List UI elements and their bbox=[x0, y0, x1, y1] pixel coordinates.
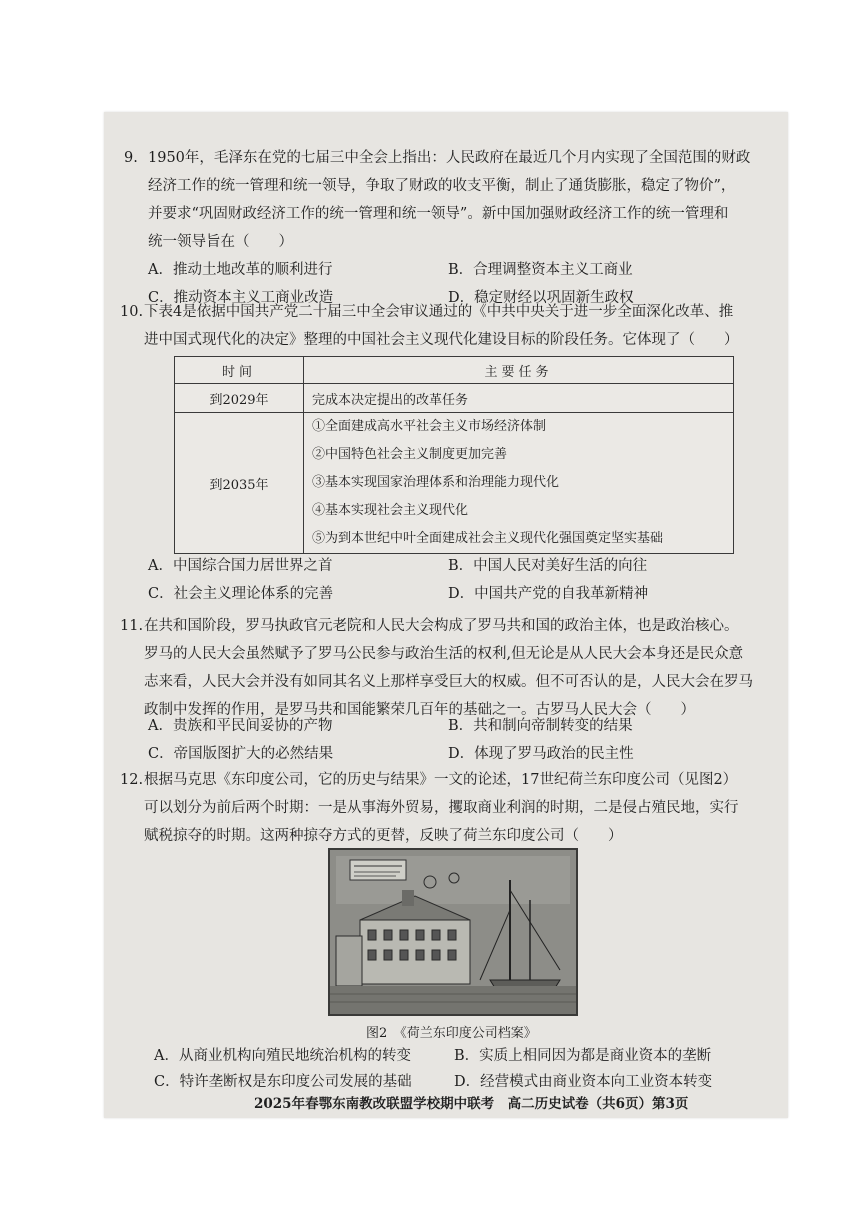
list-item: ④基本实现社会主义现代化 bbox=[312, 503, 469, 518]
row-time: 到2035年 bbox=[175, 413, 304, 554]
option-b[interactable]: B．中国人民对美好生活的向往 bbox=[448, 558, 648, 574]
question-text-line: 罗马的人民大会虽然赋予了罗马公民参与政治生活的权利,但无论是从人民大会本身还是民众意 bbox=[144, 646, 744, 662]
question-text-line: 根据马克思《东印度公司，它的历史与结果》一文的论述，17世纪荷兰东印度公司（见图2） bbox=[144, 772, 738, 788]
question-12-options bbox=[154, 1042, 774, 1098]
option-b[interactable]: B．实质上相同因为都是商业资本的垄断 bbox=[454, 1048, 712, 1064]
header-task: 主要任务 bbox=[304, 357, 734, 384]
question-text-line: 志来看，人民大会并没有如同其名义上那样享受巨大的权威。但不可否认的是，人民大会在罗马 bbox=[144, 674, 753, 690]
list-item: ①全面建成高水平社会主义市场经济体制 bbox=[312, 419, 547, 434]
question-number: 9. bbox=[124, 150, 138, 166]
page-footer: 2025年春鄂东南教改联盟学校期中联考 高二历史试卷（共6页）第3页 bbox=[254, 1096, 689, 1112]
header-time: 时间 bbox=[175, 357, 304, 384]
option-c[interactable]: C．帝国版图扩大的必然结果 bbox=[148, 746, 334, 762]
option-a[interactable]: A．贵族和平民间妥协的产物 bbox=[148, 718, 333, 734]
option-b[interactable]: B．共和制向帝制转变的结果 bbox=[448, 718, 633, 734]
question-10 bbox=[120, 298, 780, 354]
question-text-line: 统一领导旨在（ ） bbox=[148, 234, 293, 250]
figure-caption: 图2 《荷兰东印度公司档案》 bbox=[366, 1026, 537, 1041]
option-d[interactable]: D．经营模式由商业资本向工业资本转变 bbox=[454, 1074, 713, 1090]
table-row bbox=[175, 413, 734, 554]
question-text-line: 经济工作的统一管理和统一领导，争取了财政的收支平衡，制止了通货膨胀，稳定了物价”， bbox=[148, 178, 736, 194]
list-item: ⑤为到本世纪中叶全面建成社会主义现代化强国奠定坚实基础 bbox=[312, 531, 664, 546]
option-a[interactable]: A．中国综合国力居世界之首 bbox=[148, 558, 333, 574]
option-a[interactable]: A．从商业机构向殖民地统治机构的转变 bbox=[154, 1048, 411, 1064]
table-header-row bbox=[175, 357, 734, 384]
question-10-options bbox=[148, 552, 768, 608]
option-c[interactable]: C．推动资本主义工商业改造 bbox=[148, 290, 334, 306]
exam-page bbox=[104, 112, 788, 1118]
option-d[interactable]: D．中国共产党的自我革新精神 bbox=[448, 586, 649, 602]
question-text-line: 下表4是依据中国共产党二十届三中全会审议通过的《中共中央关于进一步全面深化改革、推 bbox=[144, 304, 734, 320]
question-text-line: 在共和国阶段，罗马执政官元老院和人民大会构成了罗马共和国的政治主体，也是政治核心。 bbox=[144, 618, 739, 634]
question-number: 10. bbox=[120, 304, 144, 320]
list-item: ③基本实现国家治理体系和治理能力现代化 bbox=[312, 475, 560, 490]
question-12 bbox=[120, 766, 780, 850]
table-row bbox=[175, 384, 734, 413]
option-d[interactable]: D．稳定财经以巩固新生政权 bbox=[448, 290, 634, 306]
row-task: 完成本决定提出的改革任务 bbox=[304, 384, 734, 413]
engraving-illustration bbox=[330, 850, 576, 1014]
option-c[interactable]: C．社会主义理论体系的完善 bbox=[148, 586, 334, 602]
question-text-line: 进中国式现代化的决定》整理的中国社会主义现代化建设目标的阶段任务。它体现了（ ） bbox=[144, 332, 739, 348]
question-11 bbox=[120, 612, 780, 724]
question-text-line: 赋税掠夺的时期。这两种掠夺方式的更替，反映了荷兰东印度公司（ ） bbox=[144, 828, 623, 844]
option-c[interactable]: C．特许垄断权是东印度公司发展的基础 bbox=[154, 1074, 412, 1090]
option-a[interactable]: A．推动土地改革的顺利进行 bbox=[148, 262, 333, 278]
option-d[interactable]: D．体现了罗马政治的民主性 bbox=[448, 746, 634, 762]
question-text-line: 政制中发挥的作用，是罗马共和国能繁荣几百年的基础之一。古罗马人民大会（ ） bbox=[144, 702, 695, 718]
dutch-east-india-company-engraving bbox=[328, 848, 578, 1016]
question-number: 11. bbox=[120, 618, 144, 634]
question-11-options bbox=[148, 712, 768, 768]
question-text-line: 可以划分为前后两个时期：一是从事海外贸易，攫取商业利润的时期，二是侵占殖民地，实行 bbox=[144, 800, 739, 816]
row-task-list bbox=[304, 413, 734, 554]
stage-tasks-table bbox=[174, 356, 734, 554]
question-9 bbox=[124, 144, 774, 256]
option-b[interactable]: B．合理调整资本主义工商业 bbox=[448, 262, 633, 278]
question-text-line: 并要求“巩固财政经济工作的统一管理和统一领导”。新中国加强财政经济工作的统一管理和 bbox=[148, 206, 729, 222]
question-number: 12. bbox=[120, 772, 144, 788]
list-item: ②中国特色社会主义制度更加完善 bbox=[312, 447, 508, 462]
row-time: 到2029年 bbox=[175, 384, 304, 413]
question-text-line: 1950年，毛泽东在党的七届三中全会上指出：人民政府在最近几个月内实现了全国范围的财政 bbox=[148, 150, 751, 166]
